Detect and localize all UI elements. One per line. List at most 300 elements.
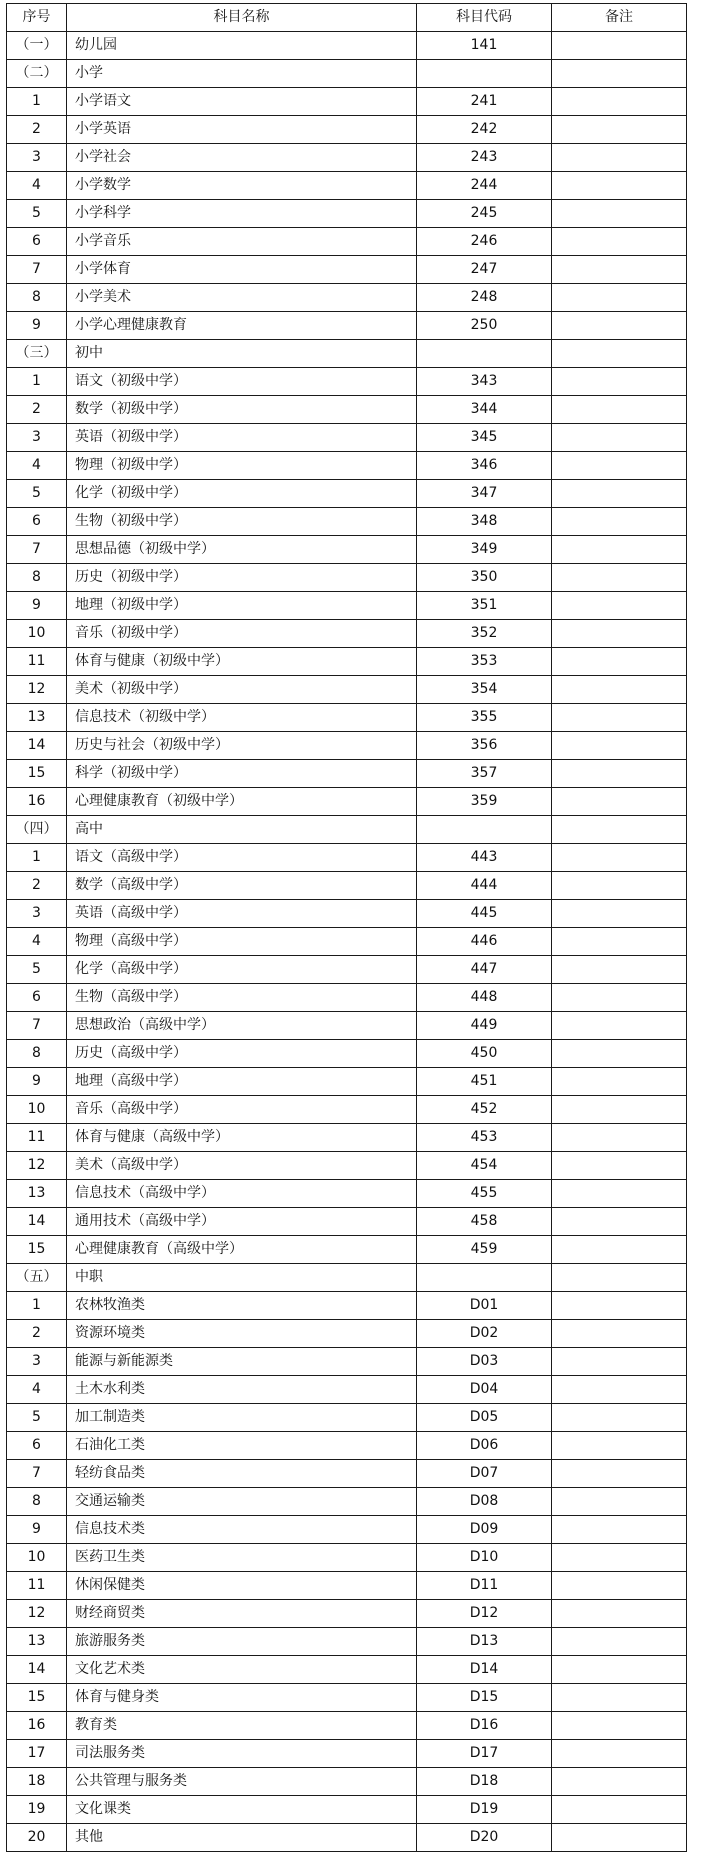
remark-cell <box>552 480 687 508</box>
row-number-cell: 5 <box>7 480 67 508</box>
remark-cell <box>552 1824 687 1852</box>
table-row <box>7 900 687 928</box>
row-number-cell: 6 <box>7 984 67 1012</box>
remark-cell <box>552 956 687 984</box>
subject-code-cell: D02 <box>417 1320 552 1348</box>
row-number-cell: 11 <box>7 648 67 676</box>
row-number-cell: 11 <box>7 1124 67 1152</box>
remark-cell <box>552 704 687 732</box>
subject-code-cell: D09 <box>417 1516 552 1544</box>
remark-cell <box>552 844 687 872</box>
subject-code-cell: 448 <box>417 984 552 1012</box>
remark-cell <box>552 1796 687 1824</box>
row-number-cell: 4 <box>7 928 67 956</box>
table-row <box>7 1432 687 1460</box>
subject-code-cell: 447 <box>417 956 552 984</box>
subject-name-cell: 美术（高级中学） <box>67 1152 417 1180</box>
row-number-cell: 5 <box>7 1404 67 1432</box>
subject-name-cell: 心理健康教育（初级中学） <box>67 788 417 816</box>
subject-name-cell: 通用技术（高级中学） <box>67 1208 417 1236</box>
table-row <box>7 592 687 620</box>
remark-cell <box>552 1292 687 1320</box>
subject-name-cell: 体育与健康（高级中学） <box>67 1124 417 1152</box>
table-row <box>7 1152 687 1180</box>
table-row <box>7 480 687 508</box>
subject-code-cell: 241 <box>417 88 552 116</box>
subject-name-cell: 医药卫生类 <box>67 1544 417 1572</box>
subject-name-cell: 化学（初级中学） <box>67 480 417 508</box>
remark-cell <box>552 228 687 256</box>
subject-code-cell <box>417 60 552 88</box>
row-number-cell: 5 <box>7 200 67 228</box>
row-number-cell: 8 <box>7 1040 67 1068</box>
remark-cell <box>552 1432 687 1460</box>
remark-cell <box>552 1768 687 1796</box>
remark-cell <box>552 368 687 396</box>
remark-cell <box>552 536 687 564</box>
subject-code-cell: D03 <box>417 1348 552 1376</box>
subject-code-cell: 455 <box>417 1180 552 1208</box>
subject-name-cell: 中职 <box>67 1264 417 1292</box>
remark-cell <box>552 1740 687 1768</box>
remark-cell <box>552 620 687 648</box>
table-row <box>7 1404 687 1432</box>
subject-code-cell: 359 <box>417 788 552 816</box>
remark-cell <box>552 900 687 928</box>
subject-code-cell: D20 <box>417 1824 552 1852</box>
row-number-cell: 2 <box>7 396 67 424</box>
subject-name-cell: 小学音乐 <box>67 228 417 256</box>
table-row <box>7 1656 687 1684</box>
row-number-cell: 16 <box>7 1712 67 1740</box>
row-number-cell: 1 <box>7 844 67 872</box>
subject-code-cell: 446 <box>417 928 552 956</box>
subject-name-cell: 思想品德（初级中学） <box>67 536 417 564</box>
row-number-cell: 10 <box>7 1544 67 1572</box>
subject-code-cell: 451 <box>417 1068 552 1096</box>
row-number-cell: （三） <box>7 340 67 368</box>
subject-code-cell: 443 <box>417 844 552 872</box>
remark-cell <box>552 592 687 620</box>
subject-name-cell: 幼儿园 <box>67 32 417 60</box>
subject-name-cell: 文化课类 <box>67 1796 417 1824</box>
row-number-cell: 8 <box>7 1488 67 1516</box>
table-body <box>7 32 687 1852</box>
subject-name-cell: 小学体育 <box>67 256 417 284</box>
row-number-cell: 17 <box>7 1740 67 1768</box>
subject-name-cell: 公共管理与服务类 <box>67 1768 417 1796</box>
subject-name-cell: 旅游服务类 <box>67 1628 417 1656</box>
subject-code-cell: D01 <box>417 1292 552 1320</box>
subject-name-cell: 信息技术（高级中学） <box>67 1180 417 1208</box>
table-row <box>7 1040 687 1068</box>
table-row <box>7 1376 687 1404</box>
remark-cell <box>552 1180 687 1208</box>
table-row <box>7 284 687 312</box>
remark-cell <box>552 1264 687 1292</box>
subject-code-cell: 452 <box>417 1096 552 1124</box>
remark-cell <box>552 396 687 424</box>
subject-code-cell: 450 <box>417 1040 552 1068</box>
remark-cell <box>552 1096 687 1124</box>
remark-cell <box>552 1516 687 1544</box>
row-number-cell: 16 <box>7 788 67 816</box>
subject-code-cell: 357 <box>417 760 552 788</box>
table-row <box>7 760 687 788</box>
subject-name-cell: 资源环境类 <box>67 1320 417 1348</box>
remark-cell <box>552 1040 687 1068</box>
subject-code-sheet <box>6 3 687 1852</box>
table-row <box>7 1208 687 1236</box>
row-number-cell: （二） <box>7 60 67 88</box>
remark-cell <box>552 984 687 1012</box>
table-row <box>7 452 687 480</box>
subject-name-cell: 农林牧渔类 <box>67 1292 417 1320</box>
subject-code-cell: 449 <box>417 1012 552 1040</box>
table-row <box>7 256 687 284</box>
subject-name-cell: 交通运输类 <box>67 1488 417 1516</box>
header-name: 科目名称 <box>67 4 417 32</box>
remark-cell <box>552 1376 687 1404</box>
row-number-cell: 6 <box>7 1432 67 1460</box>
subject-name-cell: 数学（高级中学） <box>67 872 417 900</box>
header-note: 备注 <box>552 4 687 32</box>
subject-code-cell: 356 <box>417 732 552 760</box>
row-number-cell: 1 <box>7 88 67 116</box>
table-row <box>7 732 687 760</box>
remark-cell <box>552 816 687 844</box>
subject-name-cell: 土木水利类 <box>67 1376 417 1404</box>
row-number-cell: 4 <box>7 1376 67 1404</box>
row-number-cell: 14 <box>7 1656 67 1684</box>
remark-cell <box>552 424 687 452</box>
table-row <box>7 1180 687 1208</box>
subject-code-cell: 343 <box>417 368 552 396</box>
subject-code-cell: D12 <box>417 1600 552 1628</box>
subject-name-cell: 其他 <box>67 1824 417 1852</box>
subject-code-cell <box>417 340 552 368</box>
row-number-cell: 9 <box>7 1068 67 1096</box>
row-number-cell: 7 <box>7 1460 67 1488</box>
row-number-cell: 13 <box>7 1628 67 1656</box>
row-number-cell: 2 <box>7 1320 67 1348</box>
subject-name-cell: 小学心理健康教育 <box>67 312 417 340</box>
subject-name-cell: 加工制造类 <box>67 1404 417 1432</box>
remark-cell <box>552 872 687 900</box>
subject-code-cell: 350 <box>417 564 552 592</box>
subject-name-cell: 司法服务类 <box>67 1740 417 1768</box>
subject-code-cell: D17 <box>417 1740 552 1768</box>
subject-code-cell: D14 <box>417 1656 552 1684</box>
table-row <box>7 1124 687 1152</box>
row-number-cell: 9 <box>7 592 67 620</box>
table-header-row <box>7 4 687 32</box>
subject-code-cell: 349 <box>417 536 552 564</box>
subject-name-cell: 数学（初级中学） <box>67 396 417 424</box>
subject-code-cell: D06 <box>417 1432 552 1460</box>
row-number-cell: 15 <box>7 1684 67 1712</box>
remark-cell <box>552 340 687 368</box>
subject-name-cell: 高中 <box>67 816 417 844</box>
table-row <box>7 816 687 844</box>
row-number-cell: （四） <box>7 816 67 844</box>
subject-name-cell: 小学 <box>67 60 417 88</box>
row-number-cell: 3 <box>7 144 67 172</box>
table-row <box>7 984 687 1012</box>
subject-name-cell: 历史（高级中学） <box>67 1040 417 1068</box>
row-number-cell: 2 <box>7 872 67 900</box>
remark-cell <box>552 732 687 760</box>
table-row <box>7 116 687 144</box>
subject-code-cell: 243 <box>417 144 552 172</box>
table-row <box>7 1096 687 1124</box>
row-number-cell: 3 <box>7 900 67 928</box>
subject-code-cell: 453 <box>417 1124 552 1152</box>
row-number-cell: 11 <box>7 1572 67 1600</box>
table-row <box>7 144 687 172</box>
table-row <box>7 1068 687 1096</box>
subject-code-cell: 344 <box>417 396 552 424</box>
row-number-cell: 10 <box>7 1096 67 1124</box>
header-code: 科目代码 <box>417 4 552 32</box>
table-row <box>7 396 687 424</box>
subject-name-cell: 物理（高级中学） <box>67 928 417 956</box>
row-number-cell: 8 <box>7 284 67 312</box>
subject-name-cell: 体育与健康（初级中学） <box>67 648 417 676</box>
remark-cell <box>552 88 687 116</box>
remark-cell <box>552 1236 687 1264</box>
row-number-cell: 13 <box>7 1180 67 1208</box>
subject-code-cell: 354 <box>417 676 552 704</box>
subject-name-cell: 英语（初级中学） <box>67 424 417 452</box>
row-number-cell: 6 <box>7 508 67 536</box>
remark-cell <box>552 1460 687 1488</box>
remark-cell <box>552 1348 687 1376</box>
subject-code-cell: 141 <box>417 32 552 60</box>
table-row <box>7 1012 687 1040</box>
subject-name-cell: 信息技术（初级中学） <box>67 704 417 732</box>
subject-name-cell: 历史（初级中学） <box>67 564 417 592</box>
remark-cell <box>552 452 687 480</box>
remark-cell <box>552 564 687 592</box>
remark-cell <box>552 1152 687 1180</box>
row-number-cell: 18 <box>7 1768 67 1796</box>
row-number-cell: 3 <box>7 1348 67 1376</box>
subject-name-cell: 小学美术 <box>67 284 417 312</box>
subject-code-cell: 242 <box>417 116 552 144</box>
table-row <box>7 1236 687 1264</box>
subject-code-cell: D18 <box>417 1768 552 1796</box>
remark-cell <box>552 1320 687 1348</box>
row-number-cell: 15 <box>7 760 67 788</box>
table-row <box>7 172 687 200</box>
table-row <box>7 32 687 60</box>
subject-code-cell: 246 <box>417 228 552 256</box>
table-row <box>7 956 687 984</box>
remark-cell <box>552 144 687 172</box>
remark-cell <box>552 1012 687 1040</box>
table-row <box>7 60 687 88</box>
table-row <box>7 536 687 564</box>
row-number-cell: 20 <box>7 1824 67 1852</box>
row-number-cell: 19 <box>7 1796 67 1824</box>
subject-name-cell: 音乐（高级中学） <box>67 1096 417 1124</box>
row-number-cell: 3 <box>7 424 67 452</box>
table-row <box>7 648 687 676</box>
table-row <box>7 1544 687 1572</box>
row-number-cell: 12 <box>7 676 67 704</box>
table-row <box>7 368 687 396</box>
subject-name-cell: 生物（初级中学） <box>67 508 417 536</box>
subject-code-cell: D15 <box>417 1684 552 1712</box>
subject-code-cell: 245 <box>417 200 552 228</box>
subject-name-cell: 教育类 <box>67 1712 417 1740</box>
subject-code-cell: 250 <box>417 312 552 340</box>
table-row <box>7 1600 687 1628</box>
row-number-cell: 9 <box>7 1516 67 1544</box>
subject-code-cell: D07 <box>417 1460 552 1488</box>
subject-code-cell: D04 <box>417 1376 552 1404</box>
remark-cell <box>552 1572 687 1600</box>
header-no: 序号 <box>7 4 67 32</box>
remark-cell <box>552 1600 687 1628</box>
subject-code-cell: 353 <box>417 648 552 676</box>
remark-cell <box>552 508 687 536</box>
subject-name-cell: 科学（初级中学） <box>67 760 417 788</box>
table-row <box>7 228 687 256</box>
subject-code-cell <box>417 816 552 844</box>
row-number-cell: 10 <box>7 620 67 648</box>
remark-cell <box>552 256 687 284</box>
remark-cell <box>552 32 687 60</box>
remark-cell <box>552 1068 687 1096</box>
table-row <box>7 1684 687 1712</box>
row-number-cell: 12 <box>7 1152 67 1180</box>
subject-name-cell: 生物（高级中学） <box>67 984 417 1012</box>
row-number-cell: 6 <box>7 228 67 256</box>
subject-name-cell: 休闲保健类 <box>67 1572 417 1600</box>
subject-code-cell: 445 <box>417 900 552 928</box>
row-number-cell: 7 <box>7 536 67 564</box>
subject-code-cell: 244 <box>417 172 552 200</box>
subject-name-cell: 石油化工类 <box>67 1432 417 1460</box>
subject-name-cell: 地理（初级中学） <box>67 592 417 620</box>
subject-name-cell: 信息技术类 <box>67 1516 417 1544</box>
remark-cell <box>552 200 687 228</box>
table-row <box>7 564 687 592</box>
remark-cell <box>552 760 687 788</box>
table-row <box>7 676 687 704</box>
subject-name-cell: 历史与社会（初级中学） <box>67 732 417 760</box>
table-row <box>7 1292 687 1320</box>
table-row <box>7 1740 687 1768</box>
table-row <box>7 1264 687 1292</box>
subject-code-cell: D05 <box>417 1404 552 1432</box>
table-row <box>7 788 687 816</box>
subject-name-cell: 物理（初级中学） <box>67 452 417 480</box>
row-number-cell: 5 <box>7 956 67 984</box>
remark-cell <box>552 1544 687 1572</box>
subject-code-cell: 454 <box>417 1152 552 1180</box>
subject-name-cell: 文化艺术类 <box>67 1656 417 1684</box>
row-number-cell: 1 <box>7 1292 67 1320</box>
subject-name-cell: 小学社会 <box>67 144 417 172</box>
row-number-cell: （一） <box>7 32 67 60</box>
table-row <box>7 704 687 732</box>
subject-name-cell: 轻纺食品类 <box>67 1460 417 1488</box>
table-row <box>7 844 687 872</box>
remark-cell <box>552 1124 687 1152</box>
table-row <box>7 1768 687 1796</box>
row-number-cell: （五） <box>7 1264 67 1292</box>
table-row <box>7 1628 687 1656</box>
subject-name-cell: 财经商贸类 <box>67 1600 417 1628</box>
subject-code-cell: 247 <box>417 256 552 284</box>
subject-name-cell: 美术（初级中学） <box>67 676 417 704</box>
subject-code-cell: 444 <box>417 872 552 900</box>
row-number-cell: 9 <box>7 312 67 340</box>
subject-code-cell: D11 <box>417 1572 552 1600</box>
subject-code-cell: 459 <box>417 1236 552 1264</box>
remark-cell <box>552 1656 687 1684</box>
subject-code-cell: 348 <box>417 508 552 536</box>
remark-cell <box>552 928 687 956</box>
remark-cell <box>552 648 687 676</box>
table-row <box>7 1488 687 1516</box>
table-row <box>7 1348 687 1376</box>
subject-code-cell: 352 <box>417 620 552 648</box>
subject-code-cell: 355 <box>417 704 552 732</box>
subject-code-cell: 458 <box>417 1208 552 1236</box>
subject-code-cell <box>417 1264 552 1292</box>
table-row <box>7 340 687 368</box>
table-row <box>7 312 687 340</box>
remark-cell <box>552 1208 687 1236</box>
remark-cell <box>552 60 687 88</box>
row-number-cell: 4 <box>7 452 67 480</box>
subject-name-cell: 小学数学 <box>67 172 417 200</box>
subject-name-cell: 语文（初级中学） <box>67 368 417 396</box>
subject-code-cell: D16 <box>417 1712 552 1740</box>
row-number-cell: 14 <box>7 732 67 760</box>
subject-code-cell: 248 <box>417 284 552 312</box>
remark-cell <box>552 172 687 200</box>
remark-cell <box>552 788 687 816</box>
subject-name-cell: 心理健康教育（高级中学） <box>67 1236 417 1264</box>
remark-cell <box>552 284 687 312</box>
subject-code-table <box>6 3 687 1852</box>
remark-cell <box>552 1712 687 1740</box>
row-number-cell: 14 <box>7 1208 67 1236</box>
row-number-cell: 13 <box>7 704 67 732</box>
subject-name-cell: 语文（高级中学） <box>67 844 417 872</box>
table-row <box>7 620 687 648</box>
subject-code-cell: D19 <box>417 1796 552 1824</box>
table-row <box>7 928 687 956</box>
subject-name-cell: 英语（高级中学） <box>67 900 417 928</box>
table-row <box>7 1712 687 1740</box>
remark-cell <box>552 676 687 704</box>
subject-code-cell: 347 <box>417 480 552 508</box>
subject-name-cell: 小学语文 <box>67 88 417 116</box>
subject-code-cell: 346 <box>417 452 552 480</box>
subject-code-cell: 345 <box>417 424 552 452</box>
subject-name-cell: 化学（高级中学） <box>67 956 417 984</box>
subject-code-cell: 351 <box>417 592 552 620</box>
subject-code-cell: D13 <box>417 1628 552 1656</box>
subject-name-cell: 音乐（初级中学） <box>67 620 417 648</box>
subject-code-cell: D08 <box>417 1488 552 1516</box>
